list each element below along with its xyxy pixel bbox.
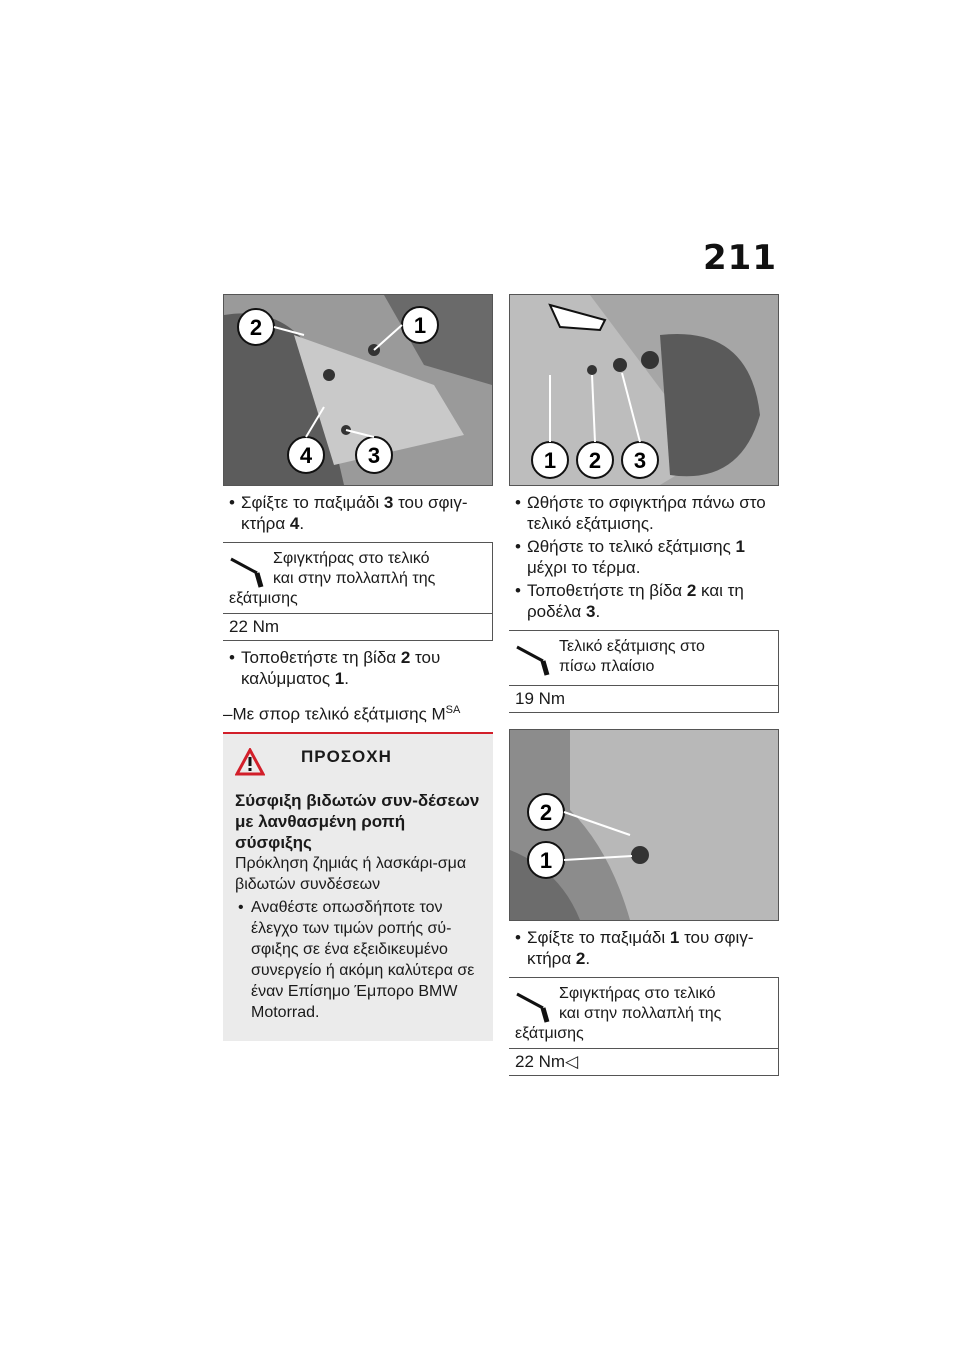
torque-wrench-icon <box>227 553 269 589</box>
step-install-screw-washer: • Τοποθετήστε τη βίδα 2 και τη ροδέλα 3. <box>509 580 779 622</box>
warning-title: ΠΡΟΣΟΧΗ <box>301 746 392 766</box>
exhaust-clamp-photo <box>223 294 493 486</box>
right-column <box>509 294 779 1076</box>
left-column <box>223 294 493 1041</box>
page-number: 211 <box>703 238 777 278</box>
silencer-mount-photo <box>509 294 779 486</box>
warning-action: • Αναθέστε οπωσδήποτε τον έλεγχο των τιμών ροπής σύ-σφιξης σε ένα εξειδικευμένο συνεργείο ή ακόμη καλύτερα σε έναν Επίσημο Έμπορο BMW Motorrad. <box>235 897 481 1023</box>
torque-wrench-icon <box>513 988 555 1024</box>
photo-label: 3 <box>367 443 381 468</box>
photo-label: 4 <box>299 443 313 468</box>
photo-label: 2 <box>588 448 602 473</box>
photo-label: 1 <box>413 313 427 338</box>
torque-value: 19 Nm <box>509 685 778 712</box>
warning-triangle-icon <box>235 748 265 776</box>
torque-value: 22 Nm <box>223 613 492 640</box>
clamp-nut-photo <box>509 729 779 921</box>
torque-spec-box: Τελικό εξάτμισης στο πίσω πλαίσιο 19 Nm <box>509 630 779 713</box>
step-push-silencer: • Ωθήστε το τελικό εξάτμισης 1 μέχρι το τέρμα. <box>509 536 779 578</box>
torque-value: 22 Nm◁ <box>509 1048 778 1075</box>
optional-equipment-heading: –Με σπορ τελικό εξάτμισης $M^{SA}$ <box>223 704 461 724</box>
warning-subtitle: Σύσφιξη βιδωτών συν-δέσεων με λανθασμένη ροπή σύσφιξης <box>235 790 480 852</box>
torque-spec-box: Σφιγκτήρας στο τελικό και στην πολλαπλή της εξάτμισης 22 Nm <box>223 542 493 641</box>
warning-description: Πρόκληση ζημιάς ή λασκάρι-σμα βιδωτών συνδέσεων <box>235 854 467 893</box>
photo-label: 1 <box>543 448 557 473</box>
photo-label: 1 <box>539 848 553 873</box>
step-push-clamp: • Ωθήστε το σφιγκτήρα πάνω στο τελικό εξάτμισης. <box>509 492 779 534</box>
step-tighten-clamp-nut: • Σφίξτε το παξιμάδι 1 του σφιγ-κτήρα 2. <box>509 927 779 969</box>
photo-label: 2 <box>249 315 263 340</box>
torque-spec-box: Σφιγκτήρας στο τελικό και στην πολλαπλή της εξάτμισης 22 Nm◁ <box>509 977 779 1076</box>
warning-box <box>223 734 493 1041</box>
photo-label: 2 <box>539 800 553 825</box>
photo-label: 3 <box>633 448 647 473</box>
step-tighten-nut: • Σφίξτε το παξιμάδι 3 του σφιγ-κτήρα 4. <box>223 492 493 534</box>
torque-wrench-icon <box>513 641 555 677</box>
step-install-screw: • Τοποθετήστε τη βίδα 2 του καλύμματος 1. <box>223 647 493 689</box>
